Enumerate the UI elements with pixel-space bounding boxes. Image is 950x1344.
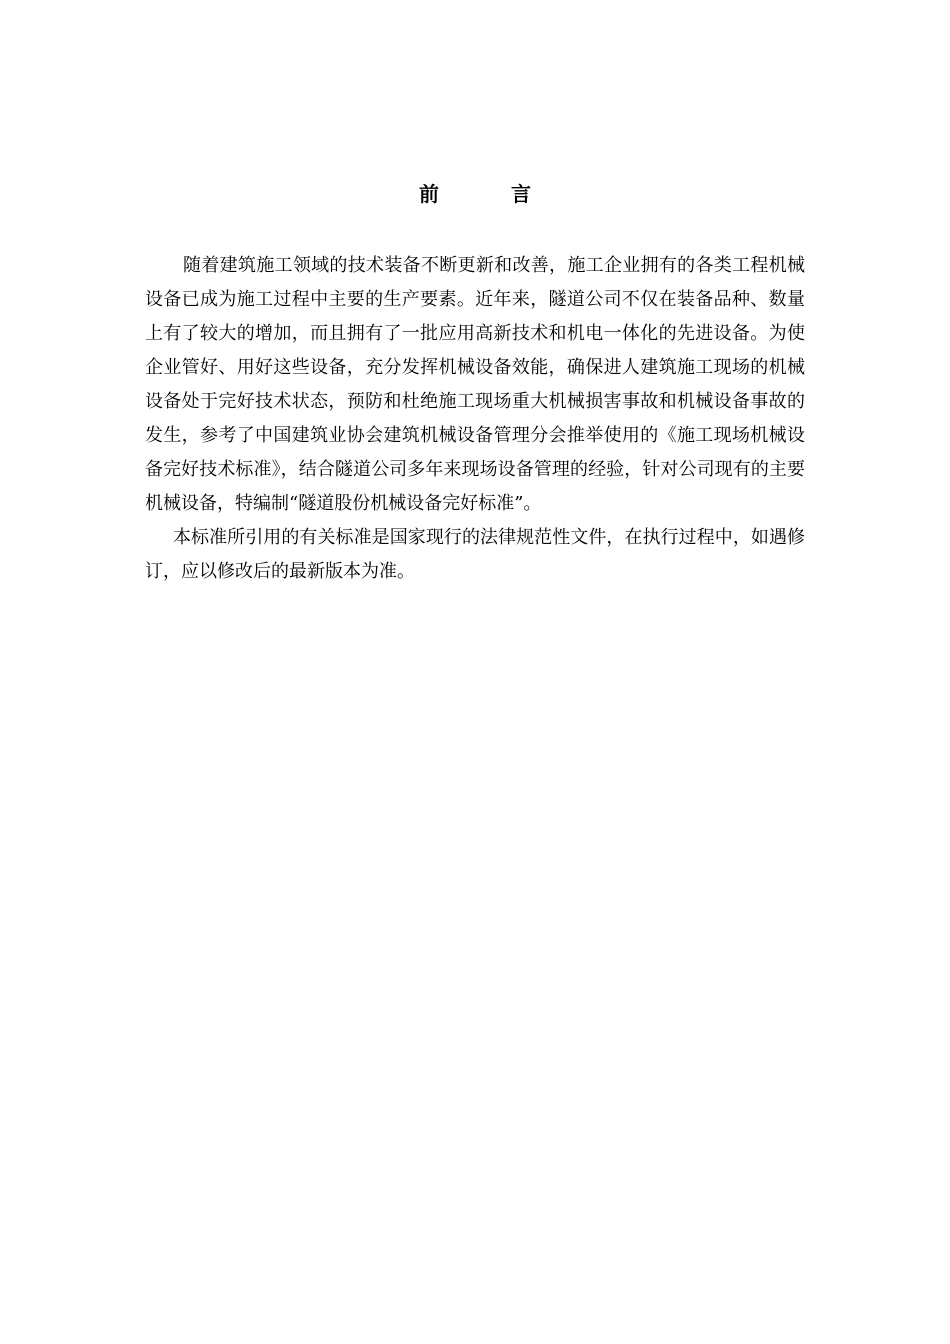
paragraph-1: 随着建筑施工领域的技术装备不断更新和改善，施工企业拥有的各类工程机械设备已成为施工过程中主要的生产要素。近年来，隧道公司不仅在装备品种、数量上有了较大的增加，而且拥有了一批应用高新技术和机电一体化的先进设备。为使企业管好、用好这些设备，充分发挥机械设备效能，确保进人建筑施工现场的机械设备处于完好技术状态，预防和杜绝施工现场重大机械损害事故和机械设备事故的发生，参考了中国建筑业协会建筑机械设备管理分会推举使用的《施工现场机械设备完好技术标准》，结合隧道公司多年来现场设备管理的经验，针对公司现有的主要机械设备，特编制“隧道股份机械设备完好标准”。 bbox=[145, 255, 805, 514]
preface-body bbox=[145, 249, 805, 589]
paragraph-2: 本标准所引用的有关标准是国家现行的法律规范性文件，在执行过程中，如遇修订，应以修改后的最新版本为准。 bbox=[145, 527, 805, 582]
page-title: 前 言 bbox=[419, 182, 557, 206]
